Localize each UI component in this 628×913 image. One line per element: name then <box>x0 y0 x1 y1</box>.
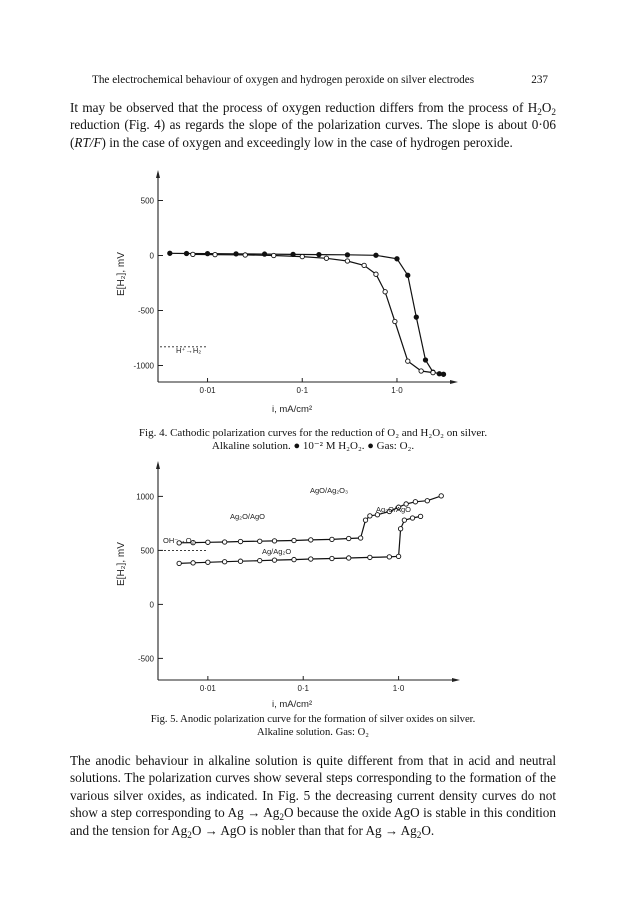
fig5-caption-line1: Fig. 5. Anodic polarization curve for the formation of silver oxides on silver. <box>150 714 476 725</box>
fig5-caption-line2: Alkaline solution. Gas: O₂ <box>257 727 369 738</box>
fig4-data-point <box>395 257 399 261</box>
fig4-data-point <box>243 253 247 257</box>
para2-sub-3: 2 <box>416 829 422 840</box>
fig4-data-point <box>374 272 378 276</box>
fig4-annotation-h-to-h2: H⁺→H₂ <box>176 346 202 355</box>
para2-text-2: O because the oxide AgO is stable in this condition and the tension for Ag <box>70 805 556 838</box>
fig4-xtick-label: 0·1 <box>296 386 309 395</box>
fig5-data-point <box>222 540 226 544</box>
figure-5-caption <box>70 713 556 739</box>
fig4-caption-line2: Alkaline solution. ● 10⁻² M H₂O₂. ● Gas: O₂. <box>211 440 415 452</box>
fig4-data-point <box>168 251 172 255</box>
fig4-y-axis-label: E[H₂], mV <box>116 252 127 296</box>
fig4-xtick-label: 1·0 <box>391 386 403 395</box>
para1-italic-rtf: RT/F <box>74 134 102 150</box>
fig5-xtick-label: 1·0 <box>392 684 405 693</box>
fig4-data-point <box>205 251 209 255</box>
fig4-data-point <box>406 359 410 363</box>
fig5-data-point <box>363 518 367 522</box>
fig5-data-point <box>347 536 351 540</box>
para2-sub-2: 2 <box>187 829 192 840</box>
fig5-y-axis-label: E[H₂], mV <box>116 542 127 586</box>
fig5-data-point <box>368 514 372 518</box>
fig4-series-line-2 <box>193 254 433 372</box>
fig4-data-point <box>362 263 366 267</box>
fig5-data-point <box>292 538 296 542</box>
para2-text-1: The anodic behaviour in alkaline solution is quite different from that in acid and neutral solutions. The polarization curves show several steps corresponding to the formation of the various silver oxides, as indicated. In Fig. 5 the decreasing current density curves do not show a step corresponding to Ag → Ag <box>70 753 556 821</box>
fig4-data-point <box>291 252 295 256</box>
figure-4-chart <box>116 170 458 415</box>
fig4-series-line-1 <box>170 253 444 374</box>
para1-text-3: reduction (Fig. 4) as regards the slope of the polarization curves. The slope is about 0·06 ( <box>70 117 556 150</box>
fig4-ytick-label: 0 <box>149 251 154 261</box>
fig4-data-point <box>441 372 445 376</box>
fig5-data-point <box>238 559 242 563</box>
fig5-annotation-ago-ag2o3: AgO/Ag₂O₃ <box>310 486 349 495</box>
fig4-data-point <box>345 259 349 263</box>
fig5-ytick-label: 500 <box>140 546 154 556</box>
fig5-data-point <box>358 536 362 540</box>
fig4-data-point <box>300 254 304 258</box>
paragraph-anodic-behaviour <box>70 752 556 839</box>
fig5-data-point <box>191 561 195 565</box>
fig4-data-point <box>184 251 188 255</box>
fig5-xtick-label: 0·1 <box>297 684 310 693</box>
para2-sub-1: 2 <box>279 812 284 823</box>
fig4-data-point <box>213 252 217 256</box>
fig5-ytick-label: 1000 <box>136 492 154 502</box>
fig4-data-point <box>191 252 195 256</box>
fig5-data-point <box>258 539 262 543</box>
fig5-annotation-ag2o-ago-lower: Ag₂O/AgO <box>230 512 266 521</box>
fig5-ytick-label: 0 <box>149 600 154 610</box>
fig5-data-point <box>206 540 210 544</box>
fig5-data-point <box>309 538 313 542</box>
para1-text-1: It may be observed that the process of oxygen reduction differs from the process of H <box>70 100 538 115</box>
fig4-data-point <box>374 253 378 257</box>
page-number: 237 <box>531 74 548 86</box>
fig5-data-point <box>258 558 262 562</box>
para2-text-4: O. <box>421 822 435 838</box>
fig4-data-point <box>383 290 387 294</box>
fig4-y-axis-arrow <box>156 170 160 178</box>
para1-text-4: ) in the case of oxygen and exceedingly low in the case of hydrogen peroxide. <box>101 134 513 150</box>
fig5-xtick-label: 0·01 <box>199 684 216 693</box>
fig5-data-point <box>368 555 372 559</box>
fig5-annotation-ag2o-ago-upper: Ag₂O/AgO <box>376 505 412 514</box>
fig5-data-point <box>309 557 313 561</box>
fig5-data-point <box>387 555 391 559</box>
fig4-xtick-label: 0·01 <box>199 386 216 395</box>
fig4-x-axis-arrow <box>450 380 458 384</box>
fig5-y-axis-arrow <box>156 461 160 469</box>
fig5-data-point <box>292 557 296 561</box>
fig4-x-axis-label: i, mA/cm² <box>272 404 313 415</box>
fig5-data-point <box>402 518 406 522</box>
fig4-data-point <box>423 358 427 362</box>
running-title: The electrochemical behaviour of oxygen and hydrogen peroxide on silver electrodes <box>92 74 475 86</box>
fig4-ytick-label: -500 <box>137 306 154 316</box>
figure-4-caption <box>70 427 556 453</box>
fig5-data-point <box>398 527 402 531</box>
fig5-data-point <box>410 516 414 520</box>
fig5-data-point <box>330 556 334 560</box>
fig5-data-point <box>347 556 351 560</box>
fig4-data-point <box>272 253 276 257</box>
fig5-data-point <box>206 560 210 564</box>
fig4-data-point <box>317 252 321 256</box>
fig5-data-point <box>238 539 242 543</box>
fig4-data-point <box>419 369 423 373</box>
fig4-data-point <box>262 252 266 256</box>
para1-text-2: O <box>541 100 552 115</box>
fig5-data-point <box>330 537 334 541</box>
fig5-data-point <box>222 560 226 564</box>
fig4-data-point <box>437 372 441 376</box>
fig4-data-point <box>431 370 435 374</box>
fig5-ytick-label: -500 <box>137 654 154 664</box>
fig5-data-point <box>396 554 400 558</box>
fig4-data-point <box>393 319 397 323</box>
fig5-data-point <box>439 494 443 498</box>
fig4-data-point <box>414 315 418 319</box>
fig5-x-axis-label: i, mA/cm² <box>272 699 313 710</box>
fig5-annotation-oh-to-o2: OH⁻→O₂ <box>163 536 195 545</box>
fig5-annotation-ag-ag2o: Ag/Ag₂O <box>262 547 292 556</box>
fig4-ytick-label: 500 <box>140 196 154 206</box>
fig5-data-point <box>272 558 276 562</box>
fig5-data-point <box>413 500 417 504</box>
para1-sub-1: 2 <box>537 107 542 117</box>
fig4-caption-line1: Fig. 4. Cathodic polarization curves for the reduction of O₂ and H₂O₂ on silver. <box>138 427 488 439</box>
para2-text-3: O → AgO is nobler than that for Ag → Ag <box>191 822 417 838</box>
fig5-data-point <box>418 514 422 518</box>
fig5-data-point <box>177 561 181 565</box>
fig4-ytick-label: -1000 <box>133 361 154 371</box>
figure-5-chart <box>116 461 460 710</box>
fig4-data-point <box>406 273 410 277</box>
fig4-data-point <box>324 256 328 260</box>
fig5-x-axis-arrow <box>452 678 460 682</box>
fig5-data-point <box>272 539 276 543</box>
para1-sub-2: 2 <box>551 107 556 117</box>
fig4-data-point <box>345 253 349 257</box>
fig5-data-point <box>425 499 429 503</box>
fig4-data-point <box>234 252 238 256</box>
